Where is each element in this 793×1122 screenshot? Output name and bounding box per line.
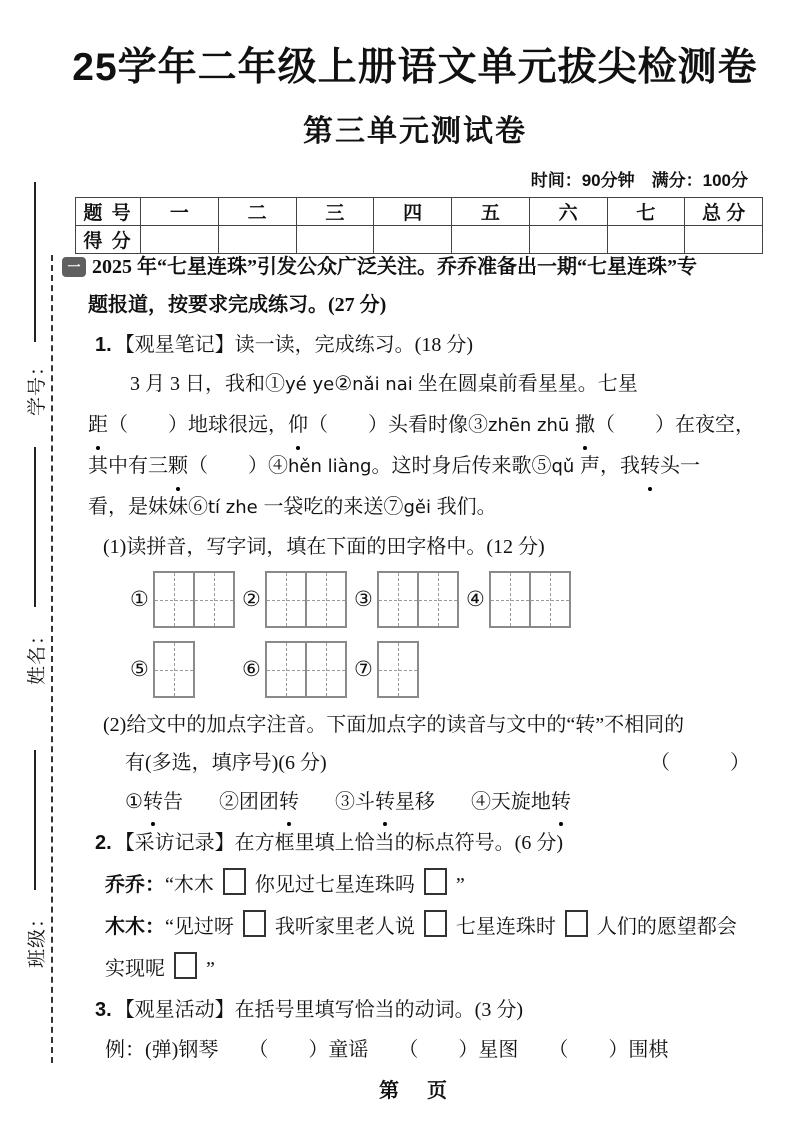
tianzige-cell[interactable]	[267, 643, 305, 696]
tianzige-group	[242, 571, 354, 628]
text-segment: 【采访记录】在方框里填上恰当的标点符号。(6 分)	[114, 832, 564, 854]
question-number: 2.	[95, 832, 112, 854]
dialogue-line-qiaoqiao	[62, 864, 770, 906]
pinyin-text: yé ye	[285, 374, 335, 395]
text-segment: ④天旋地	[470, 791, 551, 813]
dialogue-line-continuation	[62, 948, 770, 990]
pinyin-text: zhēn zhū	[488, 415, 576, 436]
tianzige-grid	[377, 641, 419, 698]
dotted-char: 转	[640, 446, 660, 487]
tianzige-group	[242, 641, 354, 698]
passage-line	[88, 364, 770, 405]
text-segment: （ ）地球很远，	[108, 414, 288, 436]
punctuation-answer-box[interactable]	[243, 910, 266, 937]
class-fill-line[interactable]	[34, 750, 36, 890]
pinyin-text: nǎi nai	[352, 374, 413, 395]
score-row-label: 得 分	[76, 226, 141, 254]
text-segment: 一袋吃的来送⑦	[263, 496, 404, 518]
section-intro-line-1	[62, 248, 770, 286]
tianzige-group	[130, 641, 242, 698]
text-segment: 声，我	[580, 455, 641, 477]
text-segment: “见过呀	[165, 916, 234, 938]
tianzige-grid	[489, 571, 571, 628]
tianzige-cell[interactable]	[305, 573, 345, 626]
tianzige-cell[interactable]	[193, 573, 233, 626]
text-segment: “木木	[165, 874, 214, 896]
dotted-char: 撒	[575, 405, 595, 446]
tianzige-cell[interactable]	[529, 573, 569, 626]
question-number-row-label: 题 号	[76, 198, 141, 226]
dotted-char: 转	[143, 782, 163, 822]
tianzige-cell[interactable]	[491, 573, 529, 626]
text-segment: 乔乔：	[105, 874, 165, 896]
text-segment: 看，是妹妹⑥	[88, 496, 208, 518]
sub-question-2-continuation: 有(多选，填序号)(6 分)	[125, 752, 327, 774]
tianzige-grid	[265, 571, 347, 628]
tianzige-cell[interactable]	[267, 573, 305, 626]
text-segment: ①	[125, 791, 143, 813]
time-score-info: 时间：90分钟 满分：100分	[530, 171, 748, 190]
punctuation-answer-box[interactable]	[424, 910, 447, 937]
tianzige-grid	[377, 571, 459, 628]
sidebar-label-student-id: 学号：	[27, 356, 48, 417]
passage-line	[88, 405, 770, 446]
options-row	[62, 782, 770, 822]
text-segment: ②	[334, 373, 353, 395]
punctuation-answer-box[interactable]	[223, 868, 246, 895]
dialogue-line-mumu	[62, 906, 770, 948]
section-one-intro	[62, 248, 770, 324]
paper-body	[62, 248, 770, 1070]
section-intro-line-2: 题报道，按要求完成练习。(27 分)	[88, 294, 387, 316]
text-segment: 你见过七星连珠吗	[254, 874, 415, 896]
tianzige-cell[interactable]	[305, 643, 345, 696]
tianzige-cell[interactable]	[155, 643, 193, 696]
dotted-char: 距	[88, 405, 108, 446]
text-segment: ”	[206, 958, 215, 980]
text-segment: 告	[162, 791, 183, 813]
option-1	[125, 782, 183, 822]
item-number: ①	[130, 587, 149, 611]
student-name-fill-line[interactable]	[34, 447, 36, 607]
sub-question-2-heading: (2)给文中的加点字注音。下面加点字的读音与文中的“转”不相同的	[103, 714, 685, 736]
paper-header	[62, 36, 768, 254]
reading-passage	[62, 364, 770, 528]
section-number-badge: 一	[62, 257, 86, 277]
dotted-char: 转	[279, 782, 299, 822]
item-number: ④	[466, 587, 485, 611]
text-segment: 实现呢	[105, 958, 165, 980]
text-segment: （ ）④	[188, 455, 288, 477]
passage-line	[88, 487, 770, 528]
tianzige-cell[interactable]	[379, 643, 417, 696]
dotted-char: 转	[375, 782, 395, 822]
question-number-cell: 一	[141, 198, 219, 226]
dotted-char: 仰	[288, 405, 308, 446]
tianzige-group	[354, 571, 466, 628]
pinyin-text: hěn liàng	[288, 456, 372, 477]
pinyin-text: gěi	[403, 497, 437, 518]
sub-question-2-continuation-row	[62, 744, 770, 782]
punctuation-answer-box[interactable]	[565, 910, 588, 937]
tianzige-grid	[153, 641, 195, 698]
tianzige-grid	[153, 571, 235, 628]
question-1-heading	[62, 326, 770, 364]
text-segment: 我听家里老人说	[274, 916, 415, 938]
question-number-cell: 五	[452, 198, 530, 226]
tianzige-cell[interactable]	[417, 573, 457, 626]
sub-question-1-heading: (1)读拼音，写字词，填在下面的田字格中。(12 分)	[103, 536, 545, 558]
page-footer: 第 页	[379, 1080, 451, 1102]
margin-dashed-divider	[51, 255, 53, 1063]
text-segment: ”	[455, 874, 465, 896]
tianzige-cell[interactable]	[155, 573, 193, 626]
tianzige-group	[466, 571, 578, 628]
sidebar-label-class: 班级：	[27, 908, 48, 969]
sidebar-label-student-name: 姓名：	[27, 625, 48, 686]
text-segment: （ ）头看时像③	[308, 414, 488, 436]
question-number-cell: 三	[296, 198, 374, 226]
dotted-char: 颗	[168, 446, 188, 487]
text-segment: 3 月 3 日，我和①	[130, 373, 285, 395]
option-2	[219, 782, 299, 822]
question-number: 3.	[95, 999, 112, 1021]
item-number: ⑥	[242, 657, 261, 681]
tianzige-row-1	[62, 571, 770, 628]
text-segment: 。这时身后传来歌⑤	[371, 455, 552, 477]
pinyin-text: qǔ	[551, 456, 581, 477]
tianzige-cell[interactable]	[379, 573, 417, 626]
option-4	[471, 782, 571, 822]
text-segment: 【观星笔记】读一读，完成练习。(18 分)	[114, 334, 474, 356]
question-number: 1.	[95, 334, 112, 356]
question-number-cell: 六	[529, 198, 607, 226]
text-segment: 七星连珠时	[455, 916, 556, 938]
question-number-cell: 七	[607, 198, 685, 226]
question-number-cell: 二	[218, 198, 296, 226]
page-title: 25学年二年级上册语文单元拔尖检测卷	[72, 46, 758, 89]
page-subtitle: 第三单元测试卷	[303, 115, 527, 148]
text-segment: 头一	[660, 455, 701, 477]
tianzige-grid	[265, 641, 347, 698]
item-number: ⑤	[130, 657, 149, 681]
verb-example-line: 例：(弹)钢琴 （ ）童谣 （ ）星图 （ ）围棋	[105, 1039, 669, 1061]
question-2-heading	[62, 822, 770, 864]
tianzige-group	[354, 641, 466, 698]
question-number-cell: 总 分	[685, 198, 763, 226]
question-number-cell: 四	[374, 198, 452, 226]
text-segment: 人们的愿望都会	[596, 916, 737, 938]
dotted-char: 转	[551, 782, 571, 822]
item-number: ③	[354, 587, 373, 611]
text-segment: 【观星活动】在括号里填写恰当的动词。(3 分)	[114, 999, 524, 1021]
item-number: ②	[242, 587, 261, 611]
tianzige-row-2	[62, 641, 770, 698]
answer-blank[interactable]: （ ）	[650, 752, 750, 774]
pinyin-text: tí zhe	[208, 497, 264, 518]
text-segment: 木木：	[105, 916, 165, 938]
text-segment: 其中有三	[88, 455, 168, 477]
text-segment: ③斗	[334, 791, 375, 813]
text-segment: 我们。	[436, 496, 497, 518]
passage-line	[88, 446, 770, 487]
text-segment: 坐在圆桌前看星星。七星	[412, 373, 638, 395]
text-segment: （ ）在夜空，	[595, 414, 756, 436]
score-table	[75, 197, 763, 254]
student-id-fill-line[interactable]	[34, 182, 36, 342]
option-3	[335, 782, 435, 822]
punctuation-answer-box[interactable]	[424, 868, 447, 895]
question-3-heading	[62, 990, 770, 1030]
punctuation-answer-box[interactable]	[174, 952, 197, 979]
section-intro-text: 2025 年“七星连珠”引发公众广泛关注。乔乔准备出一期“七星连珠”专	[92, 256, 697, 278]
item-number: ⑦	[354, 657, 373, 681]
text-segment: ②团团	[218, 791, 279, 813]
tianzige-group	[130, 571, 242, 628]
score-table-header-row	[76, 198, 763, 226]
text-segment: 星移	[394, 791, 435, 813]
